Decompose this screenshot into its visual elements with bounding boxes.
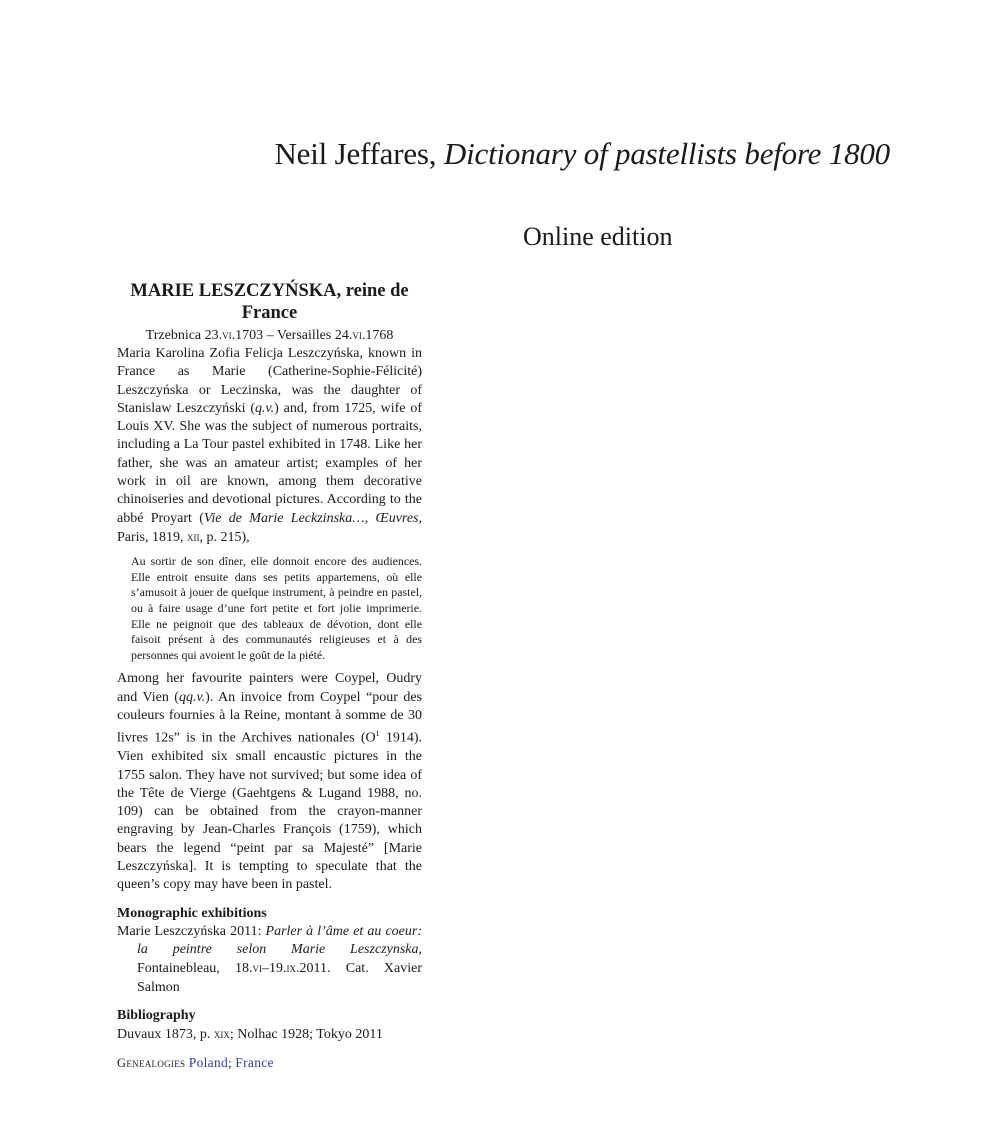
genealogies-line xyxy=(117,1055,422,1071)
dates-text: .1768 xyxy=(361,328,394,343)
text-run: ). An invoice from Coypel “pour des couleurs fournies à la Reine, montant à somme de 30 livres 12s” is in the Archives nationales (O xyxy=(117,689,423,746)
block-quote: Au sortir de son dîner, elle donnoit encore des audiences. Elle entroit ensuite dans ses petits appartemens, où elle s’amusoit à jouer de quelque instrument, à peindre en pastel, ou à faire usage d’une fort petite et fort jolie imprimerie. Elle ne peignoit que des tableaux de dévotion, dont elle faisoit présent à des communautés religieuses et à des personnes qui avoient le goût de la piété. xyxy=(131,554,422,662)
reference-title: Œuvres xyxy=(375,510,419,526)
text-run: Duvaux 1873, p. xyxy=(117,1026,214,1042)
genealogies-label: Genealogies xyxy=(117,1055,186,1070)
entry-title: MARIE LESZCZYŃSKA, reine de France xyxy=(130,281,409,323)
entry-column xyxy=(117,280,422,1071)
qv-reference: qq.v. xyxy=(178,689,206,705)
dates-text: Trzebnica 23. xyxy=(145,328,223,343)
page-header xyxy=(274,136,890,172)
text-run: .2011. Cat. Xavier Salmon xyxy=(137,961,423,995)
book-title: Dictionary of pastellists before 1800 xyxy=(443,136,890,171)
separator: ; xyxy=(228,1055,232,1070)
month-numeral: vi xyxy=(252,961,263,976)
text-run: , Paris, 1819, xyxy=(117,510,423,545)
text-run: Maria Karolina Zofia Felicja Leszczyńska, known in France as Marie (Catherine-Sophie-Félicité) Leszczyńska or Leczinska, was the daughter of Stanislaw Leszczyński ( xyxy=(117,346,422,416)
biography-paragraph xyxy=(117,345,422,547)
bibliography-text xyxy=(117,1025,422,1044)
text-run: ; Nolhac 1928; Tokyo 2011 xyxy=(229,1026,383,1042)
qv-reference: q.v. xyxy=(254,400,275,416)
author-name: Neil Jeffares, xyxy=(274,136,437,171)
month-numeral: ix xyxy=(286,961,297,976)
dates-month: vi xyxy=(222,328,232,342)
dates-month: vi xyxy=(352,328,362,342)
reference-title: Vie de Marie Leckzinska… xyxy=(203,510,365,526)
exhibition-title: Parler à l’âme et au coeur: la peintre selon Marie Leszczynska xyxy=(137,923,422,957)
text-run: –19. xyxy=(262,961,287,977)
biography-paragraph xyxy=(117,670,422,894)
text-run: Marie Leszczyńska 2011: xyxy=(117,923,266,939)
text-run: , xyxy=(364,510,376,526)
superscript: 1 xyxy=(375,729,380,739)
genealogy-link-poland[interactable]: Poland xyxy=(188,1054,229,1070)
text-run: ) and, from 1725, wife of Louis XV. She was the subject of numerous portraits, including a La Tour pastel exhibited in 1748. Like her father, she was an amateur artist; examples of her work in oil are known, among them decorative chinoiseries and devotional pictures. According to the abbé Proyart ( xyxy=(117,400,422,526)
exhibition-item xyxy=(117,923,422,997)
page-numeral: xix xyxy=(213,1026,230,1041)
genealogy-link-france[interactable]: France xyxy=(235,1054,274,1070)
edition-label: Online edition xyxy=(523,222,673,251)
text-run: , Fontainebleau, 18. xyxy=(137,941,422,977)
exhibitions-heading: Monographic exhibitions xyxy=(117,905,267,921)
text-run: , p. 215), xyxy=(199,529,250,545)
volume-number: xii xyxy=(187,529,200,544)
text-run: 1914). Vien exhibited six small encaustic pictures in the 1755 salon. They have not survived; but some idea of the Tête de Vierge (Gaehtgens & Lugand 1988, no. 109) can be obtained from the crayon-manner engraving by Jean-Charles François (1759), which bears the legend “peint par sa Majesté” [Marie Leszczyńska]. It is tempting to speculate that the queen’s copy may have been in pastel. xyxy=(117,730,422,893)
text-run: Among her favourite painters were Coypel, Oudry and Vien ( xyxy=(117,671,422,705)
dates-text: .1703 – Versailles 24. xyxy=(231,328,353,343)
bibliography-heading: Bibliography xyxy=(117,1007,196,1023)
entry-dates xyxy=(117,326,422,345)
